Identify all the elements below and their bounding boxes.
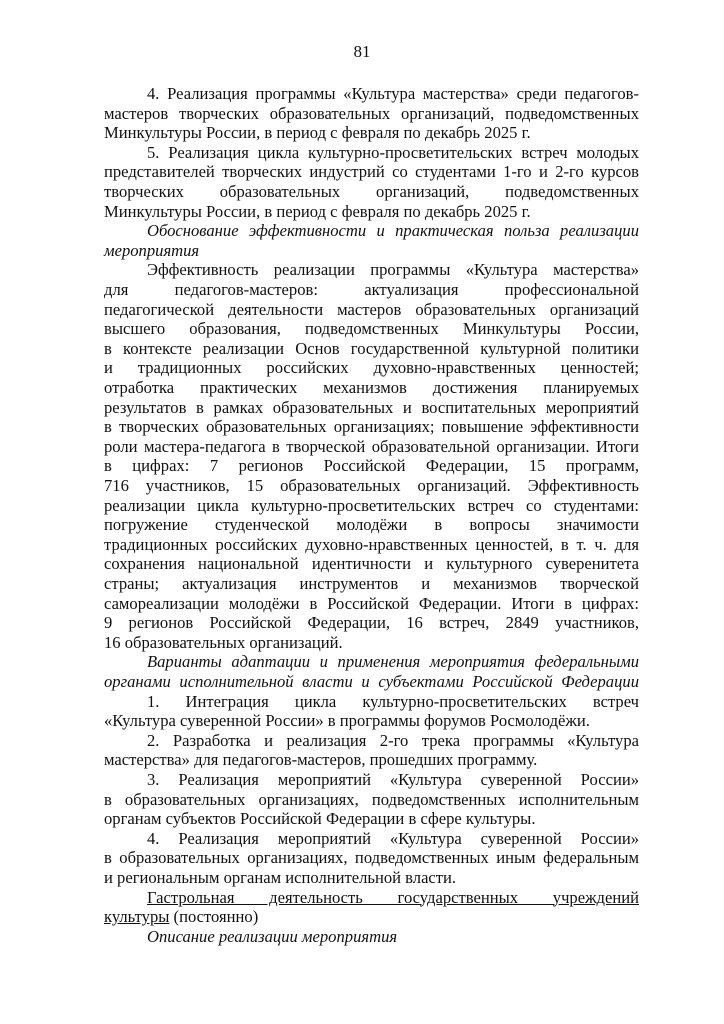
description-heading: Описание реализации мероприятия (147, 926, 398, 946)
text-line: самореализации молодёжи в Российской Федерации. Итоги в цифрах: (104, 593, 639, 613)
text-line: традиционных российских духовно-нравственных ценностей, в т. ч. для (104, 534, 639, 554)
text-line: 16 образовательных организаций. (104, 632, 343, 652)
text-line: отработка практических механизмов достижения планируемых (104, 378, 639, 397)
text-line: мастерства» для педагогов-мастеров, прошедших программу. (104, 750, 538, 770)
text-line: в цифрах: 7 регионов Российской Федерации, 15 программ, (104, 456, 639, 476)
tour-heading-continuation (104, 907, 639, 927)
text-line: результатов в рамках образовательных и воспитательных мероприятий (104, 397, 639, 417)
page-number: 81 (353, 42, 371, 61)
text-line: 3. Реализация мероприятий «Культура суверенной России» (147, 770, 639, 789)
tour-heading-underlined: культуры (104, 907, 170, 927)
text-line: в образовательных организациях, подведомственных иным федеральным (104, 848, 639, 868)
text-line: роли мастера-педагога в творческой образовательной организации. Итоги (104, 436, 639, 456)
text-line: Обоснование эффективности и практическая польза реализации (147, 221, 639, 241)
text-line: педагогической деятельности мастеров образовательных организаций (104, 299, 639, 319)
text-line: в контексте реализации Основ государственной культурной политики (104, 338, 639, 358)
text-line: 9 регионов Российской Федерации, 16 встреч, 2849 участников, (104, 613, 639, 633)
text-line: для педагогов-мастеров: актуализация профессиональной (104, 280, 639, 299)
text-line: высшего образования, подведомственных Минкультуры России, (104, 319, 639, 339)
text-line: 4. Реализация мероприятий «Культура суверенной России» (147, 828, 639, 848)
text-line: и традиционных российских духовно-нравственных ценностей; (104, 358, 639, 378)
text-line: в творческих образовательных организациях; повышение эффективности (104, 417, 639, 437)
text-line: органами исполнительной власти и субъектами Российской Федерации (104, 672, 639, 691)
text-line: реализации цикла культурно-просветительских встреч со студентами: (104, 495, 639, 515)
text-line: мастеров творческих образовательных организаций, подведомственных (104, 103, 639, 123)
text-line: 2. Разработка и реализация 2-го трека программы «Культура (147, 730, 639, 750)
text-line: 716 участников, 15 образовательных организаций. Эффективность (104, 476, 639, 495)
text-line: и региональным органам исполнительной власти. (104, 868, 457, 887)
text-line: мероприятия (104, 240, 200, 260)
text-line: Минкультуры России, в период с февраля по декабрь 2025 г. (104, 123, 531, 143)
text-line: творческих образовательных организаций, подведомственных (104, 182, 639, 201)
text-line: страны; актуализация инструментов и механизмов творческой (104, 574, 639, 593)
text-line: «Культура суверенной России» в программы форумов Росмолодёжи. (104, 711, 590, 731)
text-line: Эффективность реализации программы «Культура мастерства» (147, 260, 639, 280)
tour-heading-rest: (постоянно) (169, 907, 259, 927)
text-line: Минкультуры России, в период с февраля по декабрь 2025 г. (104, 201, 531, 221)
text-line: представителей творческих индустрий со студентами 1-го и 2-го курсов (104, 162, 639, 182)
text-line: в образовательных организациях, подведомственных исполнительным (104, 789, 639, 809)
text-line: органам субъектов Российской Федерации в сфере культуры. (104, 809, 536, 829)
text-line: сохранения национальной идентичности и культурного суверенитета (104, 554, 639, 574)
text-line: 1. Интеграция цикла культурно-просветительских встреч (147, 691, 639, 711)
text-line: погружение студенческой молодёжи в вопросы значимости (104, 515, 639, 535)
text-line: Гастрольная деятельность государственных учреждений (147, 887, 639, 907)
text-line: 4. Реализация программы «Культура мастерства» среди педагогов- (147, 84, 639, 103)
text-line: Варианты адаптации и применения мероприятия федеральными (147, 652, 639, 672)
text-line: 5. Реализация цикла культурно-просветительских встреч молодых (147, 142, 639, 162)
